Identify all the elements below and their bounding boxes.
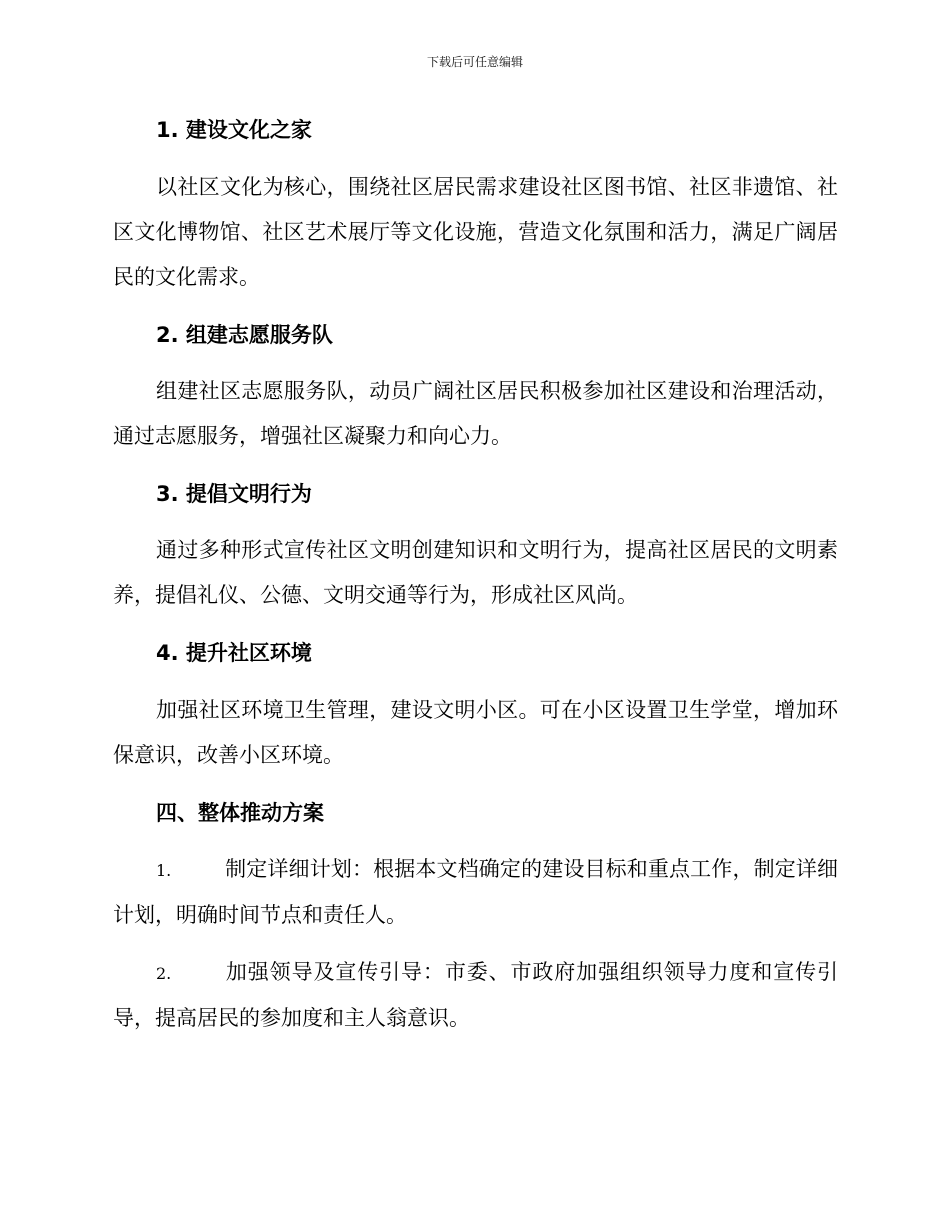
plan-item-number: 1. xyxy=(156,861,172,880)
section-body-4: 加强社区环境卫生管理，建设文明小区。可在小区设置卫生学堂，增加环保意识，改善小区环境。 xyxy=(113,698,838,767)
section-body-2: 组建社区志愿服务队，动员广阔社区居民积极参加社区建设和治理活动，通过志愿服务，增强社区凝聚力和向心力。 xyxy=(113,379,838,448)
section-body-1: 以社区文化为核心，围绕社区居民需求建设社区图书馆、社区非遗馆、社区文化博物馆、社区艺术展厅等文化设施，营造文化氛围和活力，满足广阔居民的文化需求。 xyxy=(113,175,838,289)
section-body-3: 通过多种形式宣传社区文明创建知识和文明行为，提高社区居民的文明素养，提倡礼仪、公德、文明交通等行为，形成社区风尚。 xyxy=(113,538,838,607)
plan-item-1 xyxy=(113,847,838,938)
plan-item-text: 加强领导及宣传引导：市委、市政府加强组织领导力度和宣传引导，提高居民的参加度和主人翁意识。 xyxy=(113,960,838,1030)
page-header: 下载后可任意编辑 xyxy=(426,55,523,69)
section-heading-4: 4. 提升社区环境 xyxy=(156,641,312,665)
plan-heading: 四、整体推动方案 xyxy=(156,801,324,825)
section-heading-2: 2. 组建志愿服务队 xyxy=(156,323,333,347)
plan-item-2 xyxy=(113,950,838,1041)
plan-item-number: 2. xyxy=(156,964,172,983)
plan-item-text: 制定详细计划：根据本文档确定的建设目标和重点工作，制定详细计划，明确时间节点和责任人。 xyxy=(113,857,838,927)
section-heading-1: 1. 建设文化之家 xyxy=(156,118,312,142)
section-heading-3: 3. 提倡文明行为 xyxy=(156,482,312,506)
